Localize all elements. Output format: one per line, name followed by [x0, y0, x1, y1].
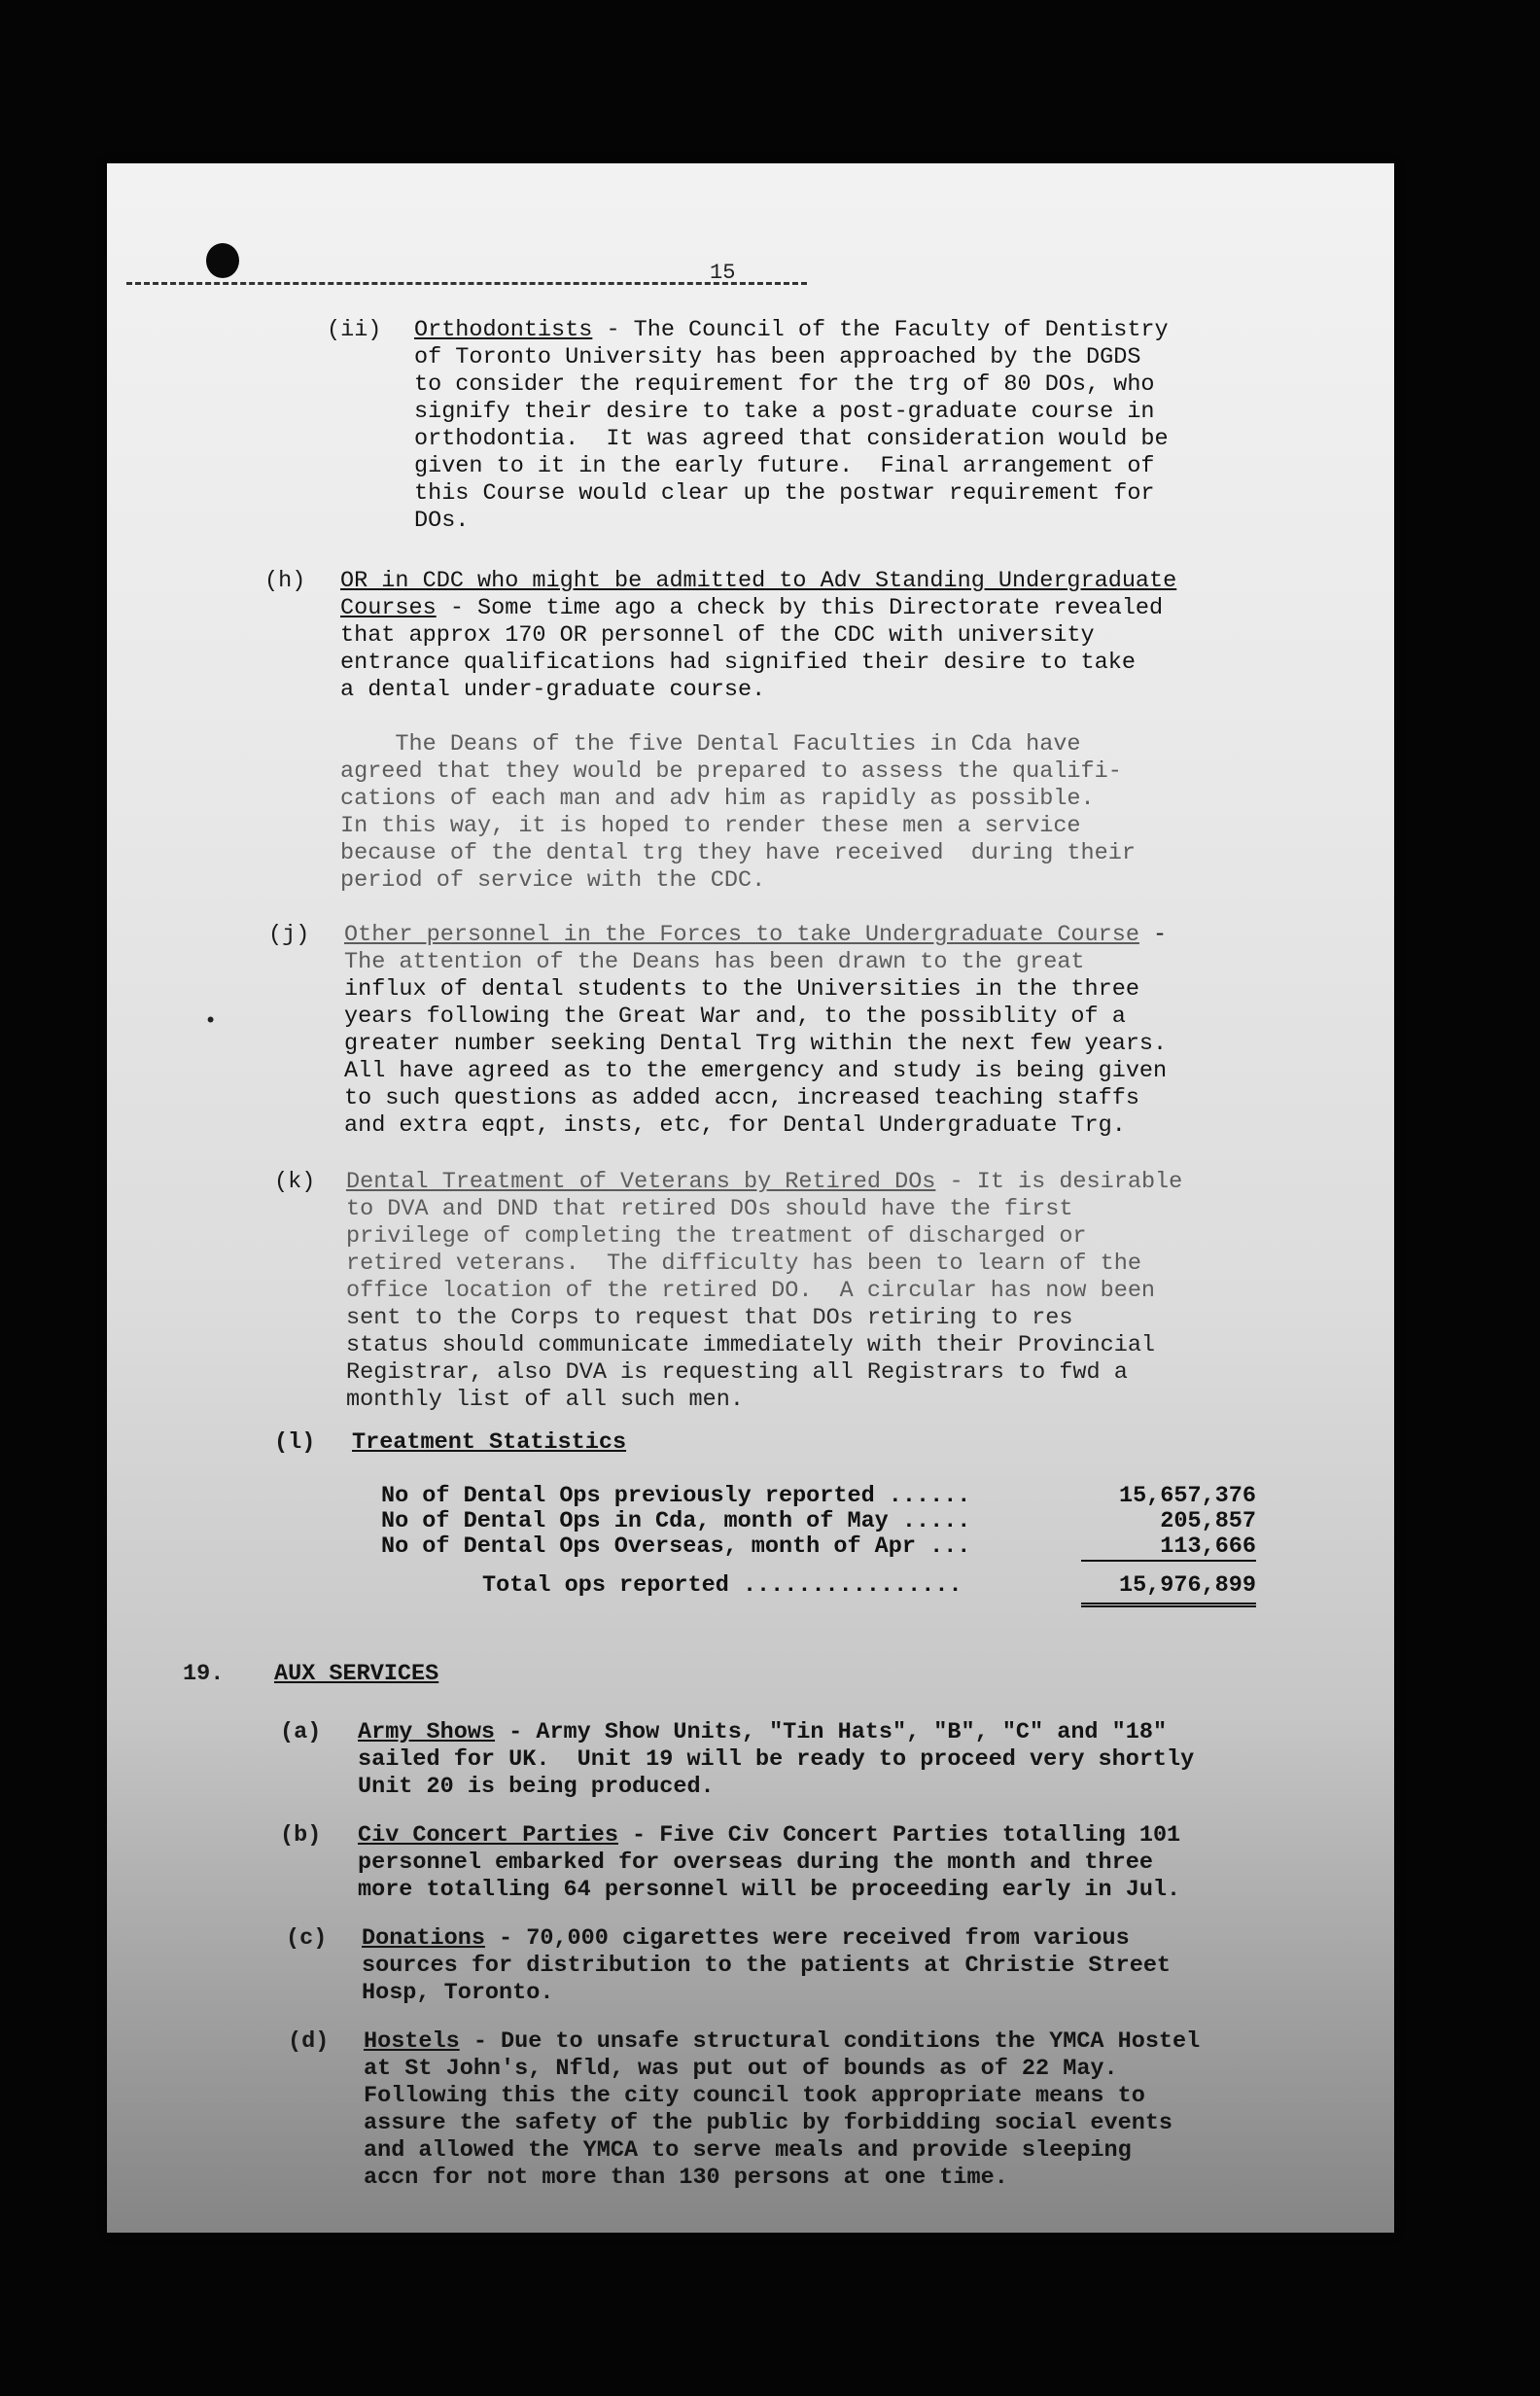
section-ii-title: Orthodontists	[414, 317, 593, 343]
stats-row: No of Dental Ops in Cda, month of May ..... 205,857	[381, 1508, 1256, 1534]
section-k-text: Dental Treatment of Veterans by Retired DOs - It is desirable to DVA and DND that retired DOs should have the first privilege of completing the treatment of discharged or retired veterans. The difficulty has been to learn of the office location of the retired DO. A circular has now been sent to the Corps to request that DOs retiring to res status should communicate immediately with their Provincial Registrar, also DVA is requesting all Registrars to fwd a monthly list of all such men.	[346, 1169, 1183, 1413]
aux-c-label: (c)	[286, 1925, 328, 1952]
section-j-title: Other personnel in the Forces to take Undergraduate Course	[344, 922, 1139, 948]
page-number: 15	[710, 261, 736, 285]
stats-row: No of Dental Ops previously reported ...... 15,657,376	[381, 1483, 1256, 1509]
stats-row: No of Dental Ops Overseas, month of Apr ... 113,666	[381, 1533, 1256, 1560]
aux-c-title: Donations	[362, 1925, 485, 1952]
punch-hole	[206, 243, 239, 278]
aux-a-label: (a)	[280, 1719, 322, 1745]
section-j-label: (j)	[268, 922, 310, 948]
section-ii-text: Orthodontists - The Council of the Faculty of Dentistry of Toronto University has been approached by the DGDS to consider the requirement for the trg of 80 DOs, who signify their desire to take a post-graduate course in orthodontia. It was agreed that consideration would be given to it in the early future. Final arrangement of this Course would clear up the postwar requirement for DOs.	[414, 317, 1169, 534]
section-k-title: Dental Treatment of Veterans by Retired DOs	[346, 1169, 936, 1195]
aux-title: AUX SERVICES	[274, 1661, 439, 1687]
aux-d-label: (d)	[288, 2028, 330, 2055]
aux-d-title: Hostels	[364, 2028, 460, 2055]
section-h-para2: The Deans of the five Dental Faculties in Cda have agreed that they would be prepared to assess the qualifi- cations of each man and adv him as rapidly as possible. In this way, it is hoped to render these men a service because of the dental trg they have received during their period of service with the CDC.	[340, 731, 1136, 894]
aux-a-title: Army Shows	[358, 1719, 496, 1745]
document-page	[107, 163, 1394, 2233]
aux-d-text: Hostels - Due to unsafe structural conditions the YMCA Hostel at St John's, Nfld, was put out of bounds as of 22 May. Following this the city council took appropriate means to assure the safety of the public by forbidding social events and allowed the YMCA to serve meals and provide sleeping accn for not more than 130 persons at one time.	[364, 2028, 1201, 2191]
aux-c-text: Donations - 70,000 cigarettes were received from various sources for distribution to the patients at Christie Street Hosp, Toronto.	[362, 1925, 1172, 2006]
subtotal-rule	[1081, 1560, 1256, 1562]
aux-b-title: Civ Concert Parties	[358, 1822, 618, 1849]
section-ii-label: (ii)	[327, 317, 382, 343]
header-dash-line	[126, 282, 807, 285]
stats-total-row: Total ops reported ................ 15,976,899	[482, 1572, 1256, 1599]
section-h-label: (h)	[264, 568, 306, 594]
section-l-label: (l)	[274, 1429, 316, 1456]
aux-a-text: Army Shows - Army Show Units, "Tin Hats", "B", "C" and "18" sailed for UK. Unit 19 will be ready to proceed very shortly Unit 20 is being produced.	[358, 1719, 1195, 1800]
section-l-title: Treatment Statistics	[352, 1429, 627, 1456]
aux-b-label: (b)	[280, 1822, 322, 1849]
treatment-statistics-table	[381, 1484, 1256, 1607]
aux-number: 19.	[183, 1661, 225, 1687]
total-double-rule	[1081, 1603, 1256, 1607]
section-k-label: (k)	[274, 1169, 316, 1195]
section-h-text: OR in CDC who might be admitted to Adv Standing Undergraduate Courses - Some time ago a check by this Directorate revealed that approx 170 OR personnel of the CDC with university entrance qualifications had signified their desire to take a dental under-graduate course.	[340, 568, 1177, 703]
margin-mark: •	[204, 1009, 218, 1034]
section-j-text: Other personnel in the Forces to take Undergraduate Course - The attention of the Deans has been drawn to the great influx of dental students to the Universities in the three years following the Great War and, to the possiblity of a greater number seeking Dental Trg within the next few years. All have agreed as to the emergency and study is being given to such questions as added accn, increased teaching staffs and extra eqpt, insts, etc, for Dental Undergraduate Trg.	[344, 922, 1168, 1139]
section-h-title: OR in CDC who might be admitted to Adv Standing Undergraduate	[340, 568, 1177, 594]
aux-b-text: Civ Concert Parties - Five Civ Concert Parties totalling 101 personnel embarked for overseas during the month and three more totalling 64 personnel will be proceeding early in Jul.	[358, 1822, 1181, 1903]
